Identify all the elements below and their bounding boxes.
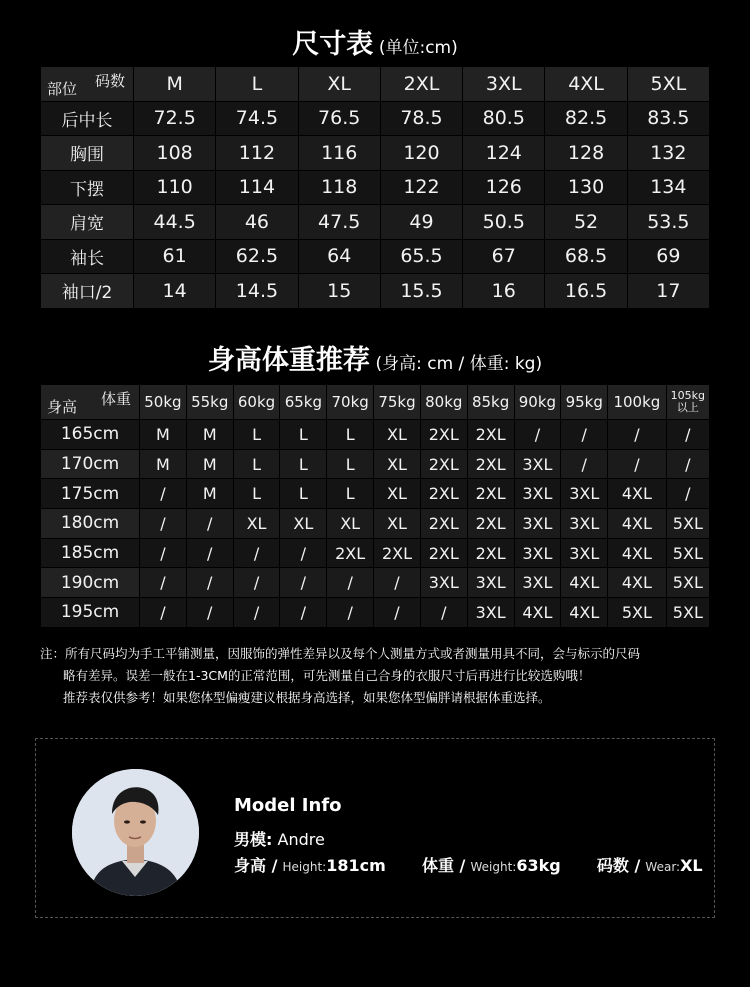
measurement-cell: 116 xyxy=(299,136,380,170)
size-recommendation-cell: 2XL xyxy=(468,479,514,508)
measurement-cell: 82.5 xyxy=(545,102,626,136)
size-recommendation-cell: 2XL xyxy=(468,420,514,449)
measurement-label: 胸围 xyxy=(41,136,133,170)
recommendation-title-text: 身高体重推荐 xyxy=(207,345,370,376)
size-recommendation-cell: / xyxy=(421,598,467,627)
size-recommendation-cell: 2XL xyxy=(374,539,420,568)
weight-column-header: 75kg xyxy=(374,385,420,419)
size-recommendation-cell: L xyxy=(327,420,373,449)
measurement-cell: 74.5 xyxy=(216,102,297,136)
model-name-line xyxy=(234,827,325,850)
table-row xyxy=(41,450,709,479)
measurement-cell: 50.5 xyxy=(463,205,544,239)
size-recommendation-cell: 5XL xyxy=(608,598,666,627)
size-recommendation-cell: 2XL xyxy=(468,450,514,479)
size-recommendation-cell: XL xyxy=(374,509,420,538)
size-recommendation-cell: 2XL xyxy=(468,539,514,568)
size-recommendation-cell: L xyxy=(327,479,373,508)
weight-column-header-last xyxy=(667,385,709,419)
note-line-1: 注：所有尺码均为手工平铺测量，因服饰的弹性差异以及每个人测量方式或者测量用具不同，会与标示的尺码 xyxy=(40,646,641,661)
measurement-cell: 15 xyxy=(299,274,380,308)
table-row xyxy=(41,539,709,568)
weight-header-line-1: 105kg xyxy=(670,389,706,402)
measurement-label: 后中长 xyxy=(41,102,133,136)
corner-column-label: 体重 xyxy=(100,390,131,408)
size-recommendation-cell: / xyxy=(234,539,280,568)
size-recommendation-cell: M xyxy=(140,420,186,449)
measurement-cell: 110 xyxy=(134,171,215,205)
model-info-card xyxy=(35,738,715,918)
size-recommendation-cell: 2XL xyxy=(421,509,467,538)
measurement-cell: 80.5 xyxy=(463,102,544,136)
measurement-cell: 14 xyxy=(134,274,215,308)
size-recommendation-cell: L xyxy=(280,450,326,479)
size-recommendation-cell: L xyxy=(327,450,373,479)
measurement-cell: 44.5 xyxy=(134,205,215,239)
note-line-3: 推荐表仅供参考！如果您体型偏瘦建议根据身高选择，如果您体型偏胖请根据体重选择。 xyxy=(63,690,551,705)
size-column-header: L xyxy=(216,67,297,101)
size-recommendation-cell: 2XL xyxy=(327,539,373,568)
table-corner-header xyxy=(41,385,139,419)
table-corner-header xyxy=(41,67,133,101)
measurement-label: 袖口/2 xyxy=(41,274,133,308)
size-recommendation-cell: 4XL xyxy=(608,479,666,508)
weight-column-header: 70kg xyxy=(327,385,373,419)
weight-column-header: 100kg xyxy=(608,385,666,419)
size-recommendation-cell: / xyxy=(234,598,280,627)
table-row xyxy=(41,479,709,508)
measurement-cell: 17 xyxy=(628,274,709,308)
size-recommendation-cell: L xyxy=(234,420,280,449)
measurement-cell: 64 xyxy=(299,240,380,274)
table-row xyxy=(41,598,709,627)
size-recommendation-cell: / xyxy=(187,539,233,568)
size-recommendation-cell: / xyxy=(280,568,326,597)
table-row xyxy=(41,136,709,170)
height-label: 165cm xyxy=(41,420,139,449)
model-avatar xyxy=(72,769,199,896)
wear-size-label: 码数 / xyxy=(596,856,641,875)
size-recommendation-cell: 2XL xyxy=(421,420,467,449)
table-row xyxy=(41,102,709,136)
size-recommendation-cell: 3XL xyxy=(421,568,467,597)
size-recommendation-cell: / xyxy=(280,598,326,627)
size-recommendation-cell: 3XL xyxy=(561,509,607,538)
size-recommendation-cell: 5XL xyxy=(667,568,709,597)
size-recommendation-cell: 5XL xyxy=(667,509,709,538)
size-recommendation-cell: L xyxy=(234,450,280,479)
measurement-cell: 69 xyxy=(628,240,709,274)
weight-column-header: 50kg xyxy=(140,385,186,419)
size-recommendation-cell: / xyxy=(561,420,607,449)
height-value: 181cm xyxy=(326,856,386,875)
weight-column-header: 90kg xyxy=(515,385,561,419)
height-label: 180cm xyxy=(41,509,139,538)
size-recommendation-cell: M xyxy=(187,450,233,479)
size-recommendation-cell: L xyxy=(280,479,326,508)
size-recommendation-cell: 3XL xyxy=(561,479,607,508)
measurement-cell: 134 xyxy=(628,171,709,205)
measurement-cell: 124 xyxy=(463,136,544,170)
measurement-label: 袖长 xyxy=(41,240,133,274)
size-recommendation-cell: / xyxy=(140,539,186,568)
size-recommendation-cell: XL xyxy=(374,450,420,479)
size-recommendation-cell: / xyxy=(140,598,186,627)
size-recommendation-cell: / xyxy=(667,420,709,449)
size-recommendation-cell: / xyxy=(374,568,420,597)
size-recommendation-cell: 2XL xyxy=(421,539,467,568)
measurement-cell: 114 xyxy=(216,171,297,205)
size-column-header: M xyxy=(134,67,215,101)
table-row xyxy=(41,205,709,239)
table-row xyxy=(41,171,709,205)
measurement-cell: 78.5 xyxy=(381,102,462,136)
corner-column-label: 码数 xyxy=(94,72,125,90)
size-recommendation-cell: 4XL xyxy=(608,568,666,597)
size-recommendation-cell: / xyxy=(140,509,186,538)
recommendation-table xyxy=(40,384,710,628)
height-label: 身高 / xyxy=(234,856,278,875)
measurement-cell: 67 xyxy=(463,240,544,274)
table-row xyxy=(41,509,709,538)
measurement-cell: 16.5 xyxy=(545,274,626,308)
measurement-cell: 68.5 xyxy=(545,240,626,274)
model-name-value: Andre xyxy=(277,830,325,849)
height-label: 195cm xyxy=(41,598,139,627)
size-recommendation-cell: / xyxy=(187,509,233,538)
size-recommendation-cell: / xyxy=(608,420,666,449)
size-recommendation-cell: 3XL xyxy=(515,479,561,508)
size-column-header: 5XL xyxy=(628,67,709,101)
recommendation-title xyxy=(0,338,750,377)
size-column-header: 3XL xyxy=(463,67,544,101)
size-recommendation-cell: 3XL xyxy=(468,598,514,627)
size-recommendation-cell: / xyxy=(234,568,280,597)
size-recommendation-cell: 4XL xyxy=(608,539,666,568)
weight-label: 体重 / xyxy=(421,856,466,875)
measurement-cell: 122 xyxy=(381,171,462,205)
measurement-cell: 61 xyxy=(134,240,215,274)
size-recommendation-cell: / xyxy=(374,598,420,627)
size-recommendation-cell: / xyxy=(667,479,709,508)
note-line-2: 略有差异。误差一般在1-3CM的正常范围，可先测量自己合身的衣服尺寸后再进行比较选购哦！ xyxy=(63,668,591,683)
height-label-en: Height: xyxy=(282,860,327,874)
size-recommendation-cell: / xyxy=(515,420,561,449)
weight-column-header: 55kg xyxy=(187,385,233,419)
size-column-header: XL xyxy=(299,67,380,101)
table-row xyxy=(41,274,709,308)
height-label: 190cm xyxy=(41,568,139,597)
size-recommendation-cell: L xyxy=(234,479,280,508)
table-row xyxy=(41,420,709,449)
size-recommendation-cell: 3XL xyxy=(561,539,607,568)
measurement-cell: 128 xyxy=(545,136,626,170)
size-recommendation-cell: / xyxy=(280,539,326,568)
height-label: 185cm xyxy=(41,539,139,568)
size-recommendation-cell: XL xyxy=(327,509,373,538)
size-recommendation-cell: 3XL xyxy=(515,568,561,597)
size-recommendation-cell: XL xyxy=(234,509,280,538)
measurement-cell: 49 xyxy=(381,205,462,239)
size-recommendation-cell: / xyxy=(140,479,186,508)
size-recommendation-cell: 4XL xyxy=(515,598,561,627)
measurement-cell: 53.5 xyxy=(628,205,709,239)
measurement-cell: 108 xyxy=(134,136,215,170)
measurement-cell: 112 xyxy=(216,136,297,170)
size-column-header: 2XL xyxy=(381,67,462,101)
size-column-header: 4XL xyxy=(545,67,626,101)
wear-size-value: XL xyxy=(680,856,703,875)
size-chart-table xyxy=(40,66,710,309)
weight-column-header: 95kg xyxy=(561,385,607,419)
table-row xyxy=(41,240,709,274)
weight-header-line-2: 以上 xyxy=(676,401,699,414)
size-recommendation-cell: 3XL xyxy=(515,450,561,479)
size-recommendation-cell: 2XL xyxy=(421,479,467,508)
weight-column-header: 80kg xyxy=(421,385,467,419)
size-recommendation-cell: M xyxy=(187,420,233,449)
size-recommendation-cell: / xyxy=(187,568,233,597)
size-recommendation-cell: 5XL xyxy=(667,539,709,568)
measurement-label: 下摆 xyxy=(41,171,133,205)
size-recommendation-cell: XL xyxy=(374,479,420,508)
measurement-cell: 126 xyxy=(463,171,544,205)
model-info-title: Model Info xyxy=(234,795,342,816)
size-header-row xyxy=(41,67,709,101)
measurement-cell: 132 xyxy=(628,136,709,170)
size-recommendation-cell: / xyxy=(667,450,709,479)
measurement-cell: 120 xyxy=(381,136,462,170)
size-recommendation-cell: M xyxy=(187,479,233,508)
measurement-cell: 15.5 xyxy=(381,274,462,308)
model-stats-line xyxy=(234,853,703,876)
model-photo-icon xyxy=(72,769,199,896)
measurement-cell: 46 xyxy=(216,205,297,239)
table-row xyxy=(41,568,709,597)
weight-column-header: 60kg xyxy=(234,385,280,419)
size-recommendation-cell: 4XL xyxy=(608,509,666,538)
size-recommendation-cell: XL xyxy=(374,420,420,449)
measurement-cell: 65.5 xyxy=(381,240,462,274)
measurement-cell: 14.5 xyxy=(216,274,297,308)
size-recommendation-cell: 2XL xyxy=(421,450,467,479)
measurement-cell: 52 xyxy=(545,205,626,239)
size-recommendation-cell: 3XL xyxy=(468,568,514,597)
size-recommendation-cell: 3XL xyxy=(515,509,561,538)
size-recommendation-cell: / xyxy=(327,568,373,597)
measurement-label: 肩宽 xyxy=(41,205,133,239)
size-recommendation-cell: 2XL xyxy=(468,509,514,538)
size-note xyxy=(40,643,720,709)
weight-label-en: Weight: xyxy=(470,860,517,874)
measurement-cell: 72.5 xyxy=(134,102,215,136)
recommendation-unit: (身高: cm / 体重: kg) xyxy=(375,354,543,374)
height-label: 170cm xyxy=(41,450,139,479)
size-chart-unit: (单位:cm) xyxy=(378,38,458,58)
size-recommendation-cell: / xyxy=(327,598,373,627)
size-recommendation-cell: / xyxy=(140,568,186,597)
weight-value: 63kg xyxy=(516,856,561,875)
weight-column-header: 85kg xyxy=(468,385,514,419)
measurement-cell: 76.5 xyxy=(299,102,380,136)
measurement-cell: 130 xyxy=(545,171,626,205)
weight-column-header: 65kg xyxy=(280,385,326,419)
corner-row-label: 身高 xyxy=(47,398,78,416)
measurement-cell: 47.5 xyxy=(299,205,380,239)
size-chart-title xyxy=(0,22,750,61)
measurement-cell: 118 xyxy=(299,171,380,205)
size-recommendation-cell: M xyxy=(140,450,186,479)
size-recommendation-cell: 3XL xyxy=(515,539,561,568)
corner-row-label: 部位 xyxy=(47,79,78,98)
size-recommendation-cell: 4XL xyxy=(561,568,607,597)
model-name-label: 男模: xyxy=(234,830,273,849)
height-label: 175cm xyxy=(41,479,139,508)
measurement-cell: 83.5 xyxy=(628,102,709,136)
size-recommendation-cell: / xyxy=(561,450,607,479)
size-recommendation-cell: 5XL xyxy=(667,598,709,627)
size-recommendation-cell: 4XL xyxy=(561,598,607,627)
measurement-cell: 62.5 xyxy=(216,240,297,274)
size-recommendation-cell: / xyxy=(608,450,666,479)
wear-size-label-en: Wear: xyxy=(645,860,681,874)
measurement-cell: 16 xyxy=(463,274,544,308)
weight-header-row xyxy=(41,385,709,419)
size-chart-title-text: 尺寸表 xyxy=(292,29,374,60)
size-recommendation-cell: L xyxy=(280,420,326,449)
size-recommendation-cell: / xyxy=(187,598,233,627)
size-recommendation-cell: XL xyxy=(280,509,326,538)
